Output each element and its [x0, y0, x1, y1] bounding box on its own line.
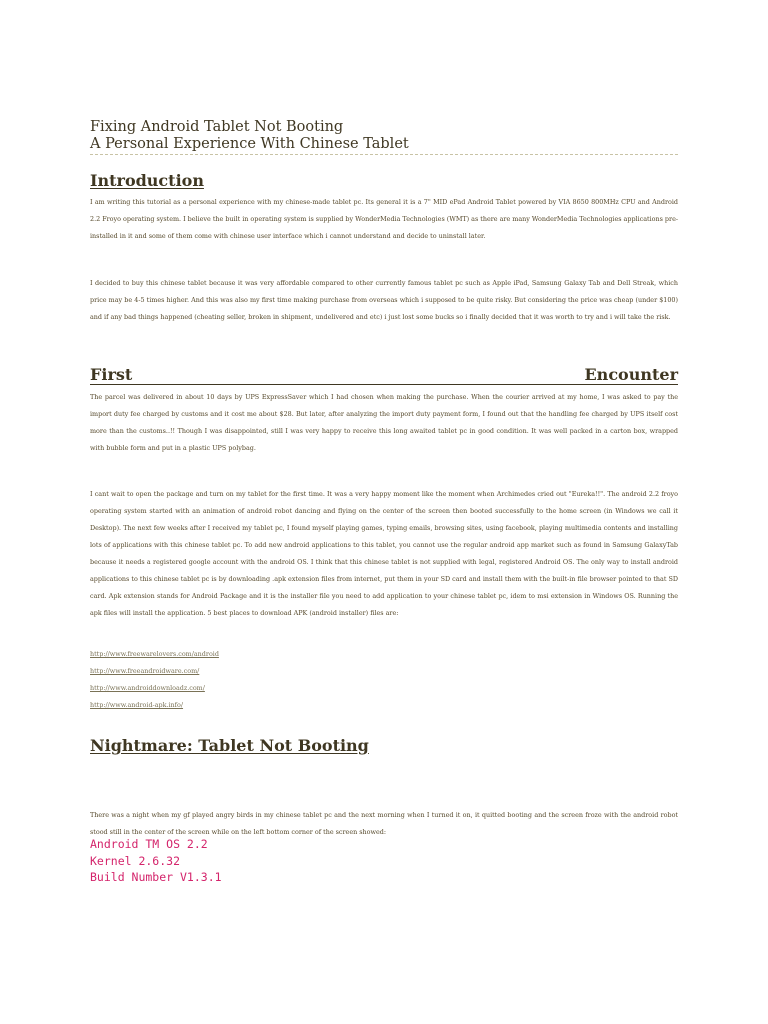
- heading-first: First: [90, 365, 133, 384]
- boot-screen-text: [90, 836, 222, 886]
- intro-paragraph-2: I decided to buy this chinese tablet because it was very affordable compared to other currently famous tablet pc such as Apple iPad, Samsung Galaxy Tab and Dell Streak, which price may be 4-5 times higher. And this was also my first time making purchase from overseas which i supposed to be quite risky. But considering the price was cheap (under $100) and if any bad things happened (cheating seller, broken in shipment, undelivered and etc) i just lost some bucks so i finally decided that it was worth to try and i will take the risk.: [90, 279, 678, 321]
- document-title: [90, 119, 678, 155]
- boot-line-os: Android TM OS 2.2: [90, 837, 208, 851]
- heading-nightmare: Nightmare: Tablet Not Booting: [90, 736, 369, 755]
- link-freewarelovers[interactable]: http://www.freewarelovers.com/android: [90, 650, 219, 658]
- heading-introduction: Introduction: [90, 171, 204, 190]
- heading-encounter: Encounter: [584, 365, 678, 384]
- boot-line-kernel: Kernel 2.6.32: [90, 853, 181, 868]
- title-line-1: Fixing Android Tablet Not Booting: [90, 119, 344, 135]
- heading-first-encounter: [90, 366, 678, 385]
- apk-links-list: [90, 646, 219, 714]
- nightmare-paragraph-1: There was a night when my gf played angry birds in my chinese tablet pc and the next morning when I turned it on, it quitted booting and the screen froze with the android robot stood still in the center of the screen while on the left bottom corner of the screen showed:: [90, 811, 678, 836]
- intro-paragraph-1: I am writing this tutorial as a personal experience with my chinese-made tablet pc. Its general it is a 7" MID ePad Android Tablet powered by VIA 8650 800MHz CPU and Android 2.2 Froyo operating system. I believe the built in operating system is supplied by WonderMedia Technologies (WMT) as there are many WonderMedia Technologies applications pre-installed in it and some of them come with chinese user interface which i cannot understand and decide to uninstall later.: [90, 198, 679, 240]
- link-androiddownloadz[interactable]: http://www.androiddownloadz.com/: [90, 684, 205, 692]
- link-android-apk[interactable]: http://www.android-apk.info/: [90, 701, 184, 709]
- boot-line-build: Build Number V1.3.1: [90, 870, 222, 884]
- first-paragraph-2: I cant wait to open the package and turn on my tablet for the first time. It was a very happy moment like the moment when Archimedes cried out "Eureka!!". The android 2.2 froyo operating system started with an animation of android robot dancing and flying on the center of the screen then booted successfully to the home screen (in Windows we call it Desktop). The next few weeks after I received my tablet pc, I found myself playing games, typing emails, browsing sites, using facebook, playing multimedia contents and installing lots of applications with this chinese tablet pc. To add new android applications to this tablet, you cannot use the regular android app market such as found in Samsung GalaxyTab because it needs a registered google account with the android OS. I think that this chinese tablet is not supplied with legal, registered Android OS. The only way to install android applications to this chinese tablet pc is by downloading .apk extension files from internet, put them in your SD card and install them with the built-in file browser pointed to that SD card. Apk extension stands for Android Package and it is the installer file you need to add application to your chinese tablet pc, idem to msi extension in Windows OS. Running the apk files will install the application. 5 best places to download APK (android installer) files are:: [90, 490, 678, 617]
- link-freeandroidware[interactable]: http://www.freeandroidware.com/: [90, 667, 200, 675]
- first-paragraph-1: The parcel was delivered in about 10 days by UPS ExpressSaver which I had chosen when making the purchase. When the courier arrived at my home, I was asked to pay the import duty fee charged by customs and it cost me about $28. But later, after analyzing the import duty payment form, I found out that the handling fee charged by UPS itself cost more than the customs..!! Though I was disappointed, still I was very happy to receive this long awaited tablet pc in good condition. It was well packed in a carton box, wrapped with bubble form and put in a plastic UPS polybag.: [90, 393, 678, 452]
- title-line-2: A Personal Experience With Chinese Tablet: [90, 136, 409, 152]
